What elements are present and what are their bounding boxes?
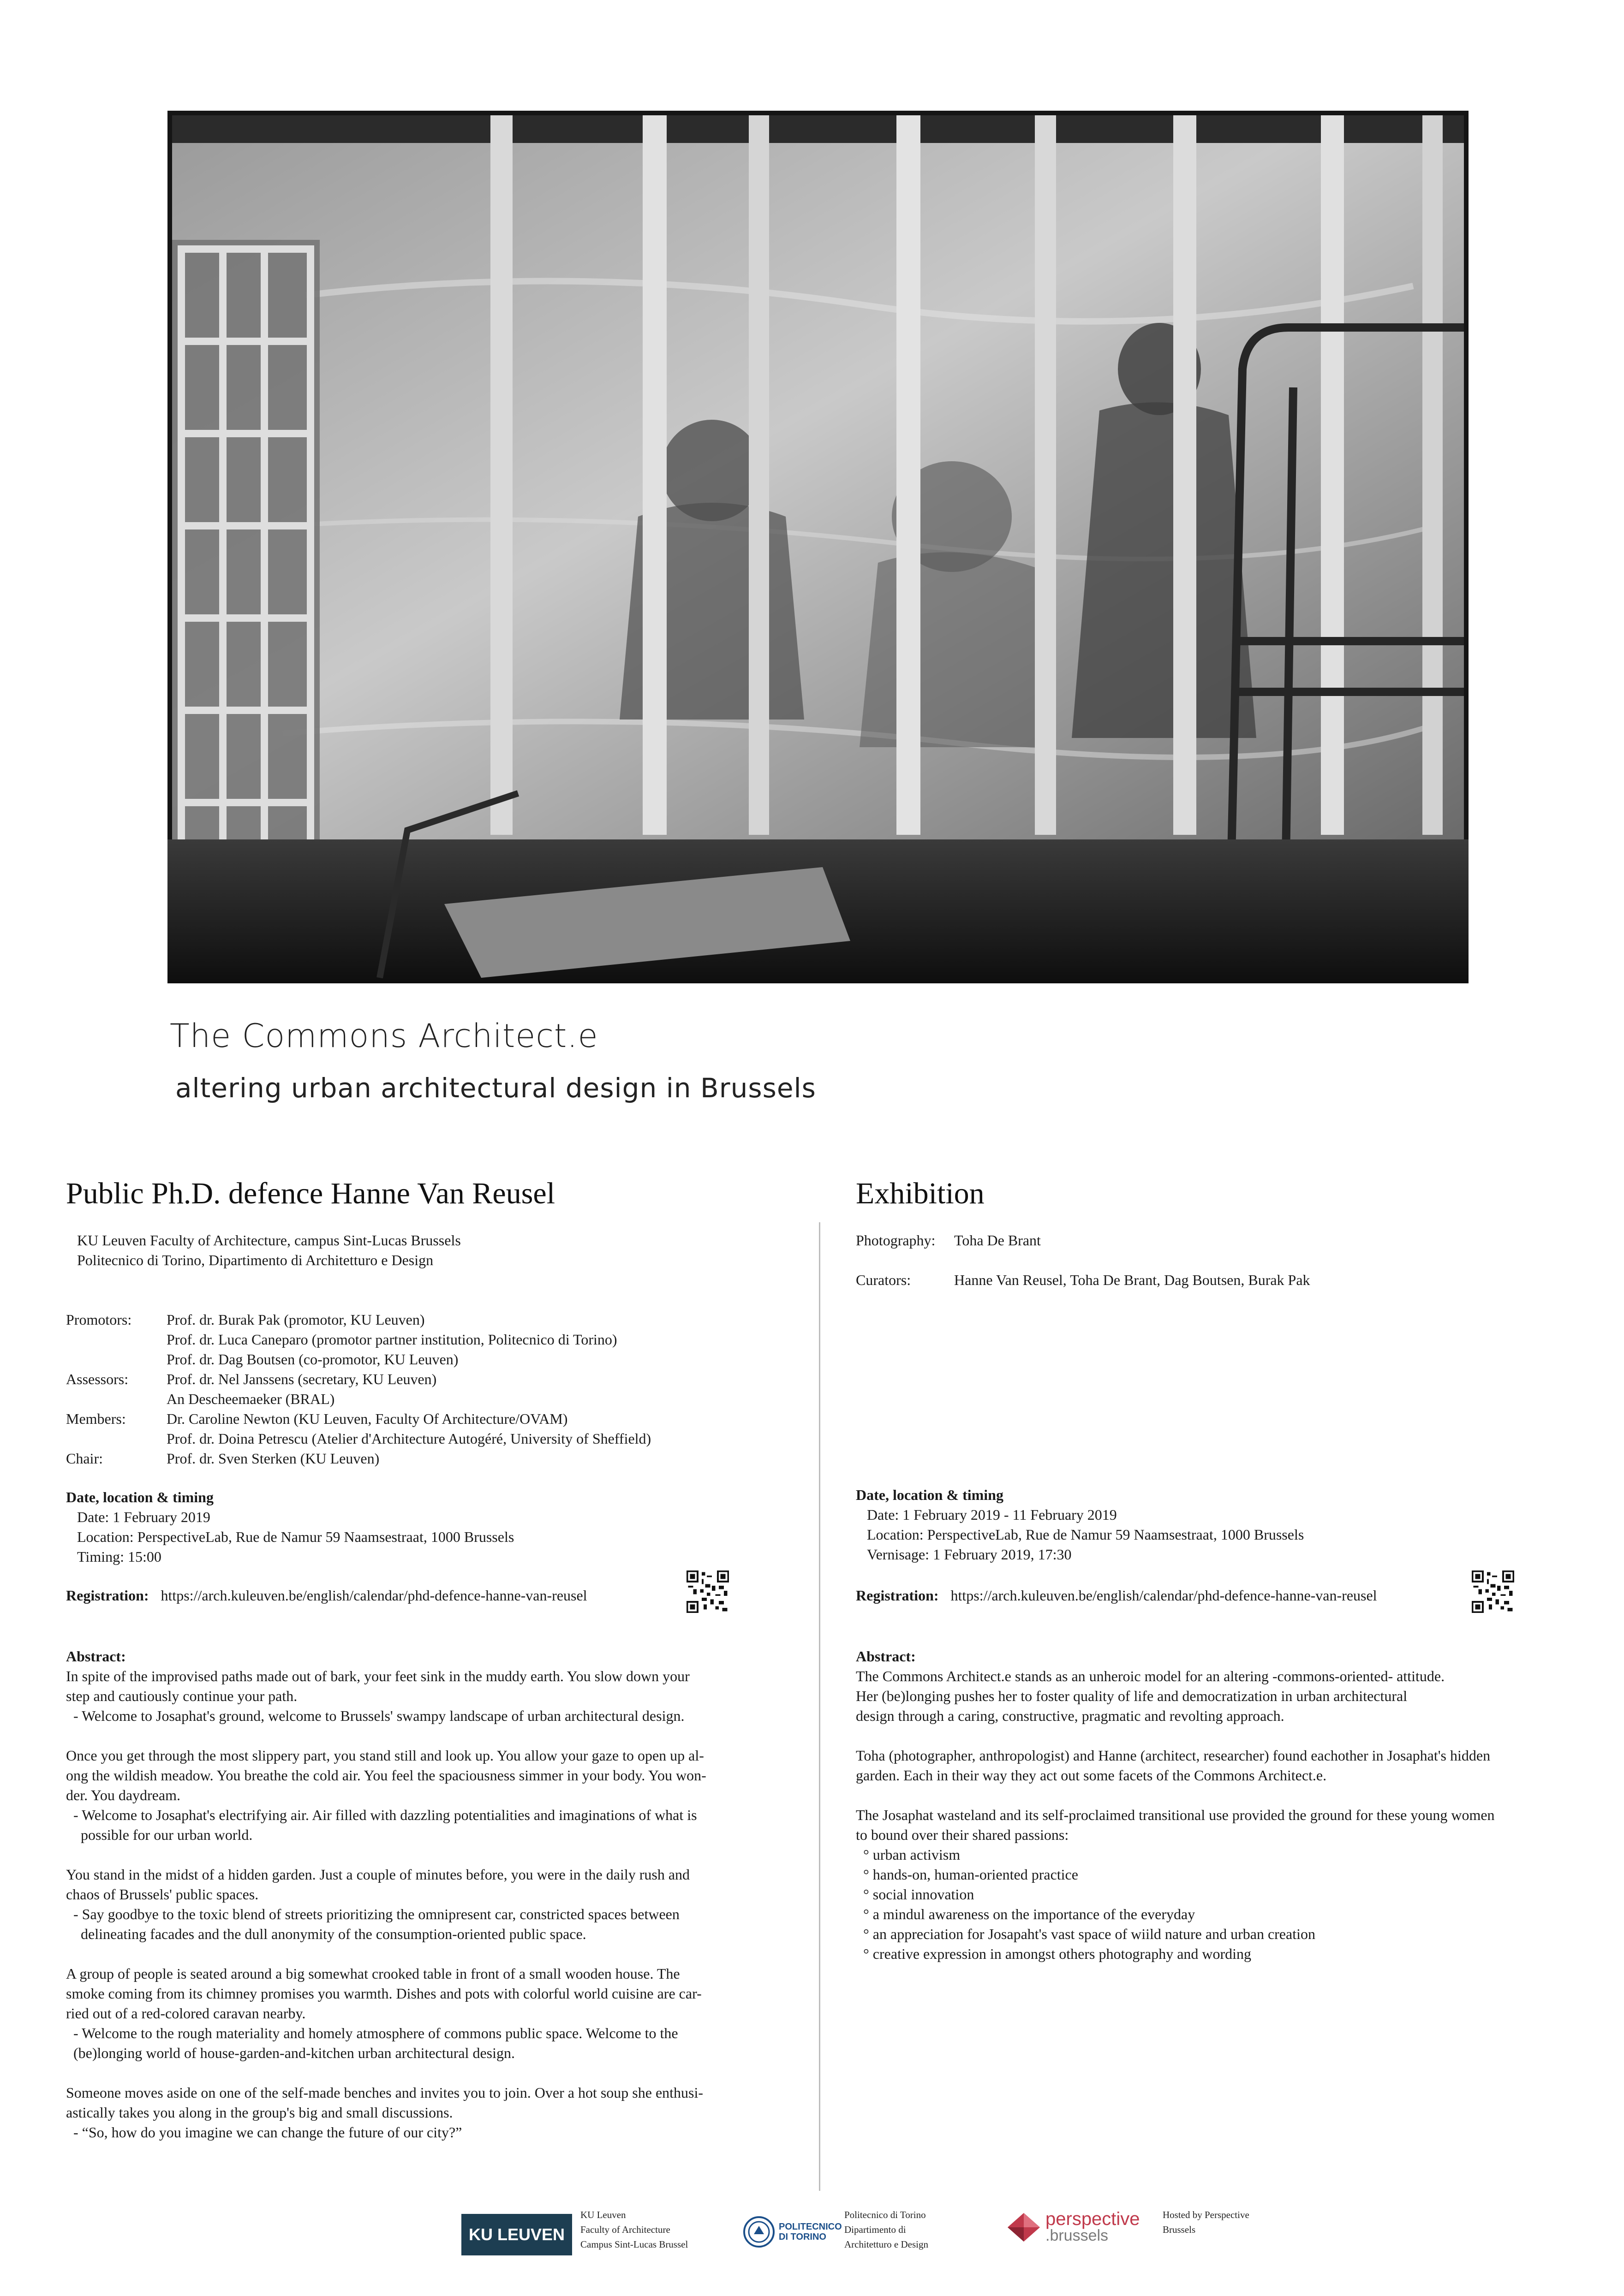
- registration-link[interactable]: https://arch.kuleuven.be/english/calendar/phd-defence-hanne-van-reusel: [161, 1587, 587, 1604]
- abstract-line: [66, 1944, 804, 1964]
- column-divider: [819, 1222, 820, 2191]
- abstract-line: A group of people is seated around a big somewhat crooked table in front of a small wooden house. The: [66, 1965, 680, 1982]
- exhibition-vernisage: Vernisage: 1 February 2019, 17:30: [867, 1546, 1072, 1563]
- footer-line: Politecnico di Torino: [844, 2209, 926, 2220]
- abstract-line: You stand in the midst of a hidden garden. Just a couple of minutes before, you were in the daily rush and: [66, 1866, 690, 1883]
- abstract-line: [856, 1785, 1594, 1805]
- abstract-line: der. You daydream.: [66, 1787, 180, 1803]
- perspective-brussels-logo: [1006, 2209, 1140, 2245]
- committee-name: Prof. dr. Nel Janssens (secretary, KU Leuven): [167, 1371, 437, 1387]
- abstract-line: ° urban activism: [856, 1846, 961, 1863]
- abstract-line: Toha (photographer, anthropologist) and Hanne (architect, researcher) found eachother in Josaphat's hidden: [856, 1747, 1491, 1764]
- credit-row: [856, 1231, 1548, 1250]
- abstract-line: - Welcome to the rough materiality and homely atmosphere of commons public space. Welcome to the: [66, 2025, 678, 2041]
- abstract-line: delineating facades and the dull anonymity of the consumption-oriented public space.: [66, 1926, 586, 1942]
- exhibition-abstract: [856, 1647, 1594, 1964]
- abstract-line: In spite of the improvised paths made out of bark, your feet sink in the muddy earth. You slow down your: [66, 1668, 690, 1684]
- committee-row: [66, 1429, 795, 1449]
- abstract-heading: Abstract:: [856, 1648, 916, 1665]
- abstract-line: to bound over their shared passions:: [856, 1826, 1069, 1843]
- polito-logo: [743, 2216, 842, 2248]
- defence-timing: Timing: 15:00: [77, 1548, 161, 1565]
- date-location-heading: Date, location & timing: [66, 1489, 214, 1505]
- footer-line: Dipartimento di: [844, 2224, 906, 2235]
- defence-registration: [66, 1586, 587, 1606]
- committee-row: [66, 1330, 795, 1350]
- ku-leuven-logo: KU LEUVEN: [461, 2214, 572, 2255]
- footer-line: Architetturo e Design: [844, 2239, 928, 2250]
- perspective-diamond-icon: [1006, 2209, 1042, 2245]
- date-location-heading: Date, location & timing: [856, 1487, 1003, 1503]
- abstract-line: possible for our urban world.: [66, 1826, 253, 1843]
- committee-role: Assessors:: [66, 1371, 129, 1387]
- polito-text: [844, 2207, 928, 2252]
- exhibition-date-block: [856, 1485, 1304, 1564]
- committee-name: Prof. dr. Doina Petrescu (Atelier d'Architecture Autogéré, University of Sheffield): [167, 1430, 651, 1447]
- qr-code[interactable]: [687, 1570, 729, 1613]
- exhibition-heading: Exhibition: [856, 1177, 985, 1210]
- committee-row: [66, 1449, 795, 1469]
- abstract-line: [66, 1726, 804, 1746]
- registration-label: Registration:: [66, 1587, 149, 1604]
- committee-name: Prof. dr. Dag Boutsen (co-promotor, KU Leuven): [167, 1351, 459, 1368]
- abstract-line: chaos of Brussels' public spaces.: [66, 1886, 259, 1903]
- abstract-line: ° creative expression in amongst others photography and wording: [856, 1945, 1252, 1962]
- committee-row: [66, 1369, 795, 1389]
- polito-logo-line: DI TORINO: [779, 2232, 826, 2242]
- footer-line: Brussels: [1163, 2224, 1196, 2235]
- abstract-line: [66, 2063, 804, 2083]
- defence-date-block: [66, 1487, 514, 1567]
- abstract-line: step and cautiously continue your path.: [66, 1688, 298, 1704]
- credit-row: [856, 1270, 1548, 1290]
- registration-label: Registration:: [856, 1587, 939, 1604]
- curators-value: Hanne Van Reusel, Toha De Brant, Dag Boutsen, Burak Pak: [954, 1272, 1310, 1288]
- committee-role: Promotors:: [66, 1311, 132, 1328]
- photography-label: Photography:: [856, 1232, 936, 1249]
- defence-institutions: [77, 1231, 461, 1270]
- abstract-body: [856, 1666, 1594, 1964]
- abstract-line: Her (be)longing pushes her to foster quality of life and democratization in urban architectural: [856, 1688, 1408, 1704]
- exhibition-location: Location: PerspectiveLab, Rue de Namur 59 Naamsestraat, 1000 Brussels: [867, 1526, 1304, 1543]
- footer-line: Faculty of Architecture: [580, 2224, 670, 2235]
- abstract-line: astically takes you along in the group's big and small discussions.: [66, 2104, 453, 2121]
- abstract-line: ° an appreciation for Josapaht's vast space of wiild nature and urban creation: [856, 1926, 1315, 1942]
- abstract-line: ° social innovation: [856, 1886, 974, 1903]
- committee-name: Prof. dr. Burak Pak (promotor, KU Leuven): [167, 1311, 425, 1328]
- institution-line: Politecnico di Torino, Dipartimento di Architetturo e Design: [77, 1252, 434, 1268]
- committee-name: Prof. dr. Luca Caneparo (promotor partner institution, Politecnico di Torino): [167, 1331, 617, 1348]
- abstract-line: The Josaphat wasteland and its self-proclaimed transitional use provided the ground for these young women: [856, 1807, 1495, 1823]
- exhibition-credits: [856, 1231, 1548, 1290]
- abstract-line: garden. Each in their way they act out some facets of the Commons Architect.e.: [856, 1767, 1327, 1784]
- institution-line: KU Leuven Faculty of Architecture, campus Sint-Lucas Brussels: [77, 1232, 461, 1249]
- defence-heading: Public Ph.D. defence Hanne Van Reusel: [66, 1177, 555, 1210]
- hero-photo: [167, 111, 1469, 983]
- abstract-line: [66, 1845, 804, 1865]
- defence-location: Location: PerspectiveLab, Rue de Namur 59 Naamsestraat, 1000 Brussels: [77, 1529, 514, 1545]
- ku-leuven-text: [580, 2207, 688, 2252]
- polito-logo-line: POLITECNICO: [779, 2222, 842, 2232]
- committee-list: [66, 1310, 795, 1469]
- abstract-line: - Say goodbye to the toxic blend of streets prioritizing the omnipresent car, constricted spaces between: [66, 1906, 680, 1922]
- abstract-line: - Welcome to Josaphat's ground, welcome to Brussels' swampy landscape of urban architectural design.: [66, 1707, 685, 1724]
- footer-line: Campus Sint-Lucas Brussel: [580, 2239, 688, 2250]
- abstract-line: Someone moves aside on one of the self-made benches and invites you to join. Over a hot soup she enthusi-: [66, 2084, 704, 2101]
- abstract-body: [66, 1666, 804, 2142]
- perspective-logo-line: .brussels: [1045, 2227, 1109, 2244]
- abstract-line: - Welcome to Josaphat's electrifying air. Air filled with dazzling potentialities and imaginations of what is: [66, 1807, 697, 1823]
- perspective-text: [1163, 2207, 1249, 2237]
- committee-role: Members:: [66, 1410, 126, 1427]
- abstract-line: ong the wildish meadow. You breathe the cold air. You feel the spaciousness simmer in your body. You won-: [66, 1767, 706, 1784]
- abstract-line: ried out of a red-colored caravan nearby.: [66, 2005, 306, 2022]
- defence-date: Date: 1 February 2019: [77, 1509, 210, 1525]
- committee-name: An Descheemaeker (BRAL): [167, 1391, 335, 1407]
- abstract-heading: Abstract:: [66, 1648, 126, 1665]
- abstract-line: ° a mindul awareness on the importance of the everyday: [856, 1906, 1195, 1922]
- abstract-line: (be)longing world of house-garden-and-kitchen urban architectural design.: [66, 2045, 515, 2061]
- abstract-line: [856, 1726, 1594, 1746]
- abstract-line: ° hands-on, human-oriented practice: [856, 1866, 1078, 1883]
- perspective-logo-line: perspective: [1045, 2209, 1140, 2229]
- committee-name: Dr. Caroline Newton (KU Leuven, Faculty Of Architecture/OVAM): [167, 1410, 568, 1427]
- exhibition-date: Date: 1 February 2019 - 11 February 2019: [867, 1506, 1117, 1523]
- abstract-line: - “So, how do you imagine we can change the future of our city?”: [66, 2124, 462, 2141]
- exhibition-registration: [856, 1586, 1377, 1606]
- poster-title: The Commons Architect.e: [170, 1017, 598, 1055]
- footer-line: KU Leuven: [580, 2209, 626, 2220]
- qr-code[interactable]: [1472, 1570, 1514, 1613]
- abstract-line: design through a caring, constructive, pragmatic and revolting approach.: [856, 1707, 1284, 1724]
- committee-row: [66, 1310, 795, 1330]
- abstract-line: smoke coming from its chimney promises you warmth. Dishes and pots with colorful world cuisine are car-: [66, 1985, 702, 2002]
- polito-seal-icon: [743, 2216, 775, 2248]
- photography-value: Toha De Brant: [954, 1232, 1041, 1249]
- committee-row: [66, 1350, 795, 1369]
- footer-line: Hosted by Perspective: [1163, 2209, 1249, 2220]
- registration-link[interactable]: https://arch.kuleuven.be/english/calendar/phd-defence-hanne-van-reusel: [950, 1587, 1377, 1604]
- abstract-line: Once you get through the most slippery part, you stand still and look up. You allow your gaze to open up al-: [66, 1747, 704, 1764]
- defence-abstract: [66, 1647, 804, 2142]
- poster-subtitle: altering urban architectural design in Brussels: [175, 1072, 816, 1104]
- committee-row: [66, 1389, 795, 1409]
- committee-row: [66, 1409, 795, 1429]
- committee-name: Prof. dr. Sven Sterken (KU Leuven): [167, 1450, 380, 1467]
- abstract-line: The Commons Architect.e stands as an unheroic model for an altering -commons-oriented- attitude.: [856, 1668, 1445, 1684]
- committee-role: Chair:: [66, 1450, 103, 1467]
- curators-label: Curators:: [856, 1272, 911, 1288]
